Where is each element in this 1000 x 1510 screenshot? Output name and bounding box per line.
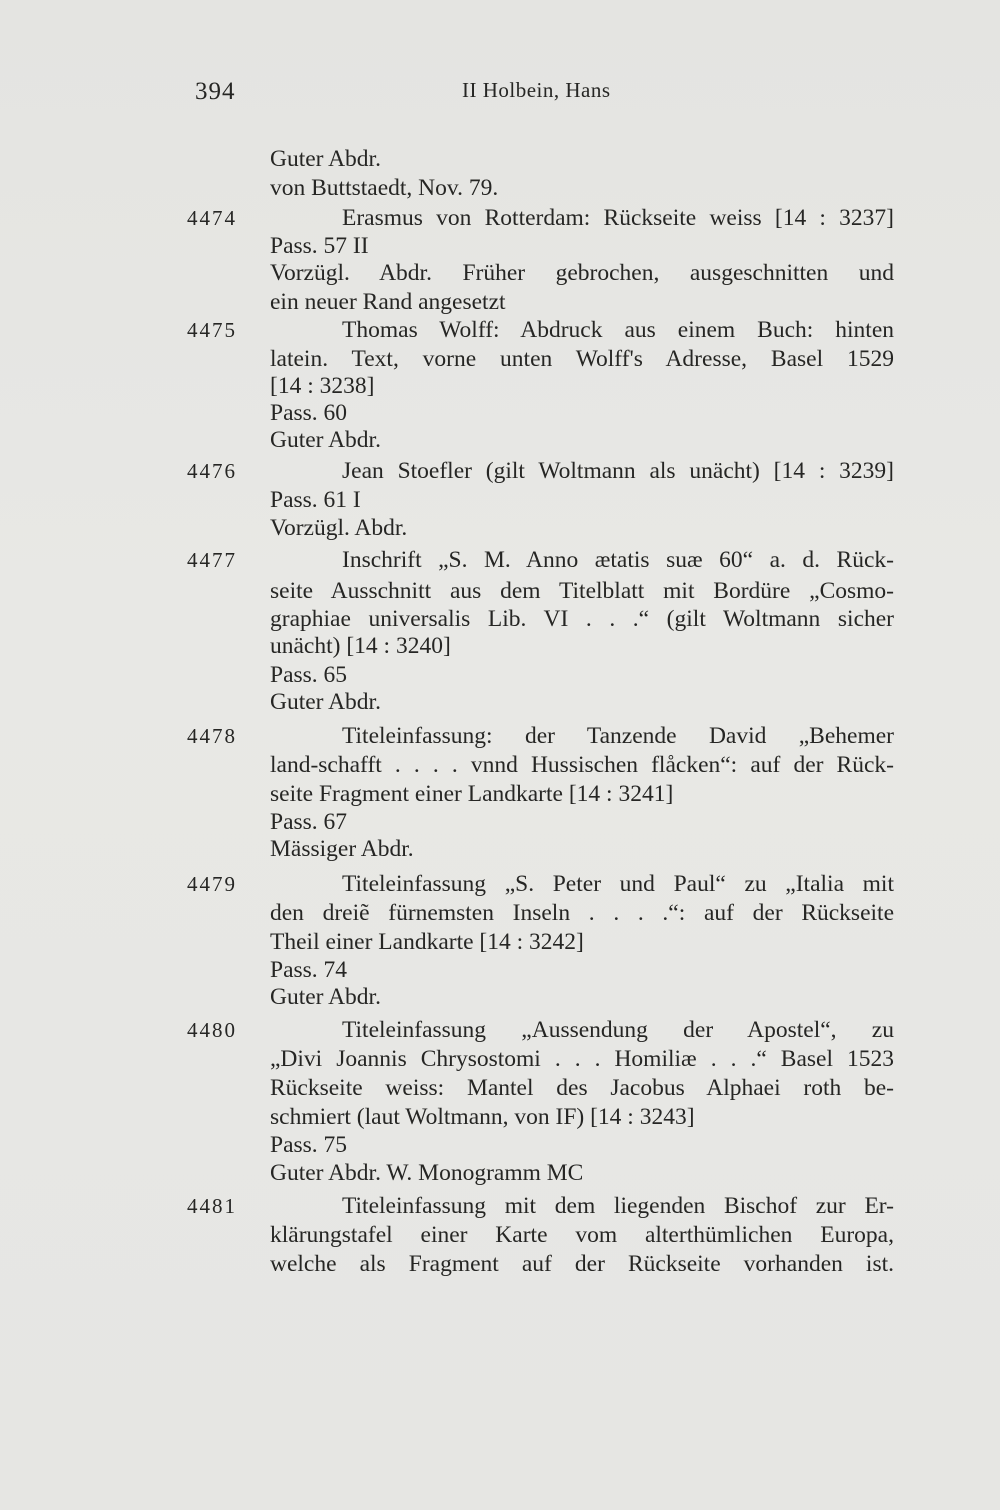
- entry-text: Jean Stoefler (gilt Woltmann als unächt) [14 : 3239]: [342, 458, 894, 484]
- entry-line: [0, 1044, 1000, 1074]
- entry-text: Guter Abdr.: [270, 984, 381, 1010]
- entry-first-line: [0, 1015, 1000, 1045]
- entry-line: [0, 604, 1000, 634]
- entry-line: [0, 371, 1000, 401]
- entry-line: [0, 779, 1000, 809]
- entry-text: Vorzügl. Abdr.: [270, 515, 408, 541]
- entry-number: 4476: [187, 459, 237, 483]
- entry-line: [0, 485, 1000, 515]
- entry-number: 4480: [187, 1018, 237, 1042]
- entry-line: [0, 1158, 1000, 1188]
- entry-text: Vorzügl. Abdr. Früher gebrochen, ausgeschnitten und: [270, 260, 894, 286]
- entry-text: Pass. 57 II: [270, 233, 369, 259]
- entry-line: [0, 750, 1000, 780]
- entry-line: [0, 398, 1000, 428]
- entry-text: Erasmus von Rotterdam: Rückseite weiss [14 : 3237]: [342, 205, 894, 231]
- entry-text: Theil einer Landkarte [14 : 3242]: [270, 929, 584, 955]
- entry-number: 4478: [187, 724, 237, 748]
- entry-line: [0, 344, 1000, 374]
- entry-line: [0, 513, 1000, 543]
- entry-text: „Divi Joannis Chrysostomi . . . Homiliæ . . .“ Basel 1523: [270, 1046, 894, 1072]
- entry-line: [0, 687, 1000, 717]
- entry-text: klärungstafel einer Karte vom alterthümlichen Europa,: [270, 1222, 894, 1248]
- entry-line: [0, 576, 1000, 606]
- entry-text: schmiert (laut Woltmann, von IF) [14 : 3243]: [270, 1104, 695, 1130]
- entry-text: graphiae universalis Lib. VI . . .“ (gilt Woltmann sicher: [270, 606, 894, 632]
- entry-text: Guter Abdr.: [270, 146, 381, 172]
- entry-line: [0, 834, 1000, 864]
- entry-first-line: [0, 545, 1000, 575]
- entry-line: [0, 660, 1000, 690]
- entry-number: 4481: [187, 1194, 237, 1218]
- entry-text: von Buttstaedt, Nov. 79.: [270, 175, 499, 201]
- entry-text: Titeleinfassung „S. Peter und Paul“ zu „Italia mit: [342, 871, 894, 897]
- entry-line: [0, 807, 1000, 837]
- entry-line: [0, 1102, 1000, 1132]
- entry-text: land-schafft . . . . vnnd Hussischen flåcken“: auf der Rück-: [270, 752, 894, 778]
- entry-text: den dreiẽ fürnemsten Inseln . . . .“: auf der Rückseite: [270, 900, 894, 926]
- entry-line: [0, 1130, 1000, 1160]
- entry-line: [0, 231, 1000, 261]
- entry-text: [14 : 3238]: [270, 373, 375, 399]
- entry-text: ein neuer Rand angesetzt: [270, 289, 506, 315]
- entry-text: Pass. 65: [270, 662, 348, 688]
- entry-text: Inschrift „S. M. Anno ætatis suæ 60“ a. d. Rück-: [342, 547, 894, 573]
- entry-text: Pass. 75: [270, 1132, 348, 1158]
- entry-text: Pass. 67: [270, 809, 348, 835]
- entry-line: [0, 898, 1000, 928]
- entry-text: Pass. 74: [270, 957, 348, 983]
- entry-line: [0, 631, 1000, 661]
- entry-text: seite Ausschnitt aus dem Titelblatt mit Bordüre „Cosmo-: [270, 578, 894, 604]
- entry-text: Titeleinfassung: der Tanzende David „Behemer: [342, 723, 894, 749]
- entry-text: unächt) [14 : 3240]: [270, 633, 451, 659]
- entry-text: Titeleinfassung mit dem liegenden Bischof zur Er-: [342, 1193, 894, 1219]
- entry-number: 4479: [187, 872, 237, 896]
- entry-number: 4477: [187, 548, 237, 572]
- entry-text: Pass. 61 I: [270, 487, 361, 513]
- entry-text: Guter Abdr. W. Monogramm MC: [270, 1160, 584, 1186]
- entry-text: Guter Abdr.: [270, 427, 381, 453]
- entry-first-line: [0, 456, 1000, 486]
- entry-line: [0, 1073, 1000, 1103]
- entry-line: [0, 982, 1000, 1012]
- entry-text: welche als Fragment auf der Rückseite vorhanden ist.: [270, 1251, 894, 1277]
- entry-text: Rückseite weiss: Mantel des Jacobus Alphaei roth be-: [270, 1075, 894, 1101]
- entry-line: [0, 173, 1000, 203]
- entry-line: [0, 144, 1000, 174]
- page-number: 394: [195, 78, 236, 105]
- entry-text: latein. Text, vorne unten Wolff's Adresse, Basel 1529: [270, 346, 894, 372]
- entry-text: Thomas Wolff: Abdruck aus einem Buch: hinten: [342, 317, 894, 343]
- entry-line: [0, 287, 1000, 317]
- entry-text: seite Fragment einer Landkarte [14 : 3241]: [270, 781, 674, 807]
- entry-number: 4475: [187, 318, 237, 342]
- entry-line: [0, 425, 1000, 455]
- entry-first-line: [0, 203, 1000, 233]
- entry-first-line: [0, 1191, 1000, 1221]
- entry-first-line: [0, 869, 1000, 899]
- entry-line: [0, 1220, 1000, 1250]
- entry-text: Guter Abdr.: [270, 689, 381, 715]
- entry-line: [0, 927, 1000, 957]
- entry-number: 4474: [187, 206, 237, 230]
- entry-first-line: [0, 721, 1000, 751]
- entry-text: Titeleinfassung „Aussendung der Apostel“, zu: [342, 1017, 894, 1043]
- entry-text: Mässiger Abdr.: [270, 836, 414, 862]
- entry-line: [0, 258, 1000, 288]
- running-head: II Holbein, Hans: [462, 78, 611, 102]
- entry-text: Pass. 60: [270, 400, 348, 426]
- entry-line: [0, 1249, 1000, 1279]
- entry-line: [0, 955, 1000, 985]
- entry-first-line: [0, 315, 1000, 345]
